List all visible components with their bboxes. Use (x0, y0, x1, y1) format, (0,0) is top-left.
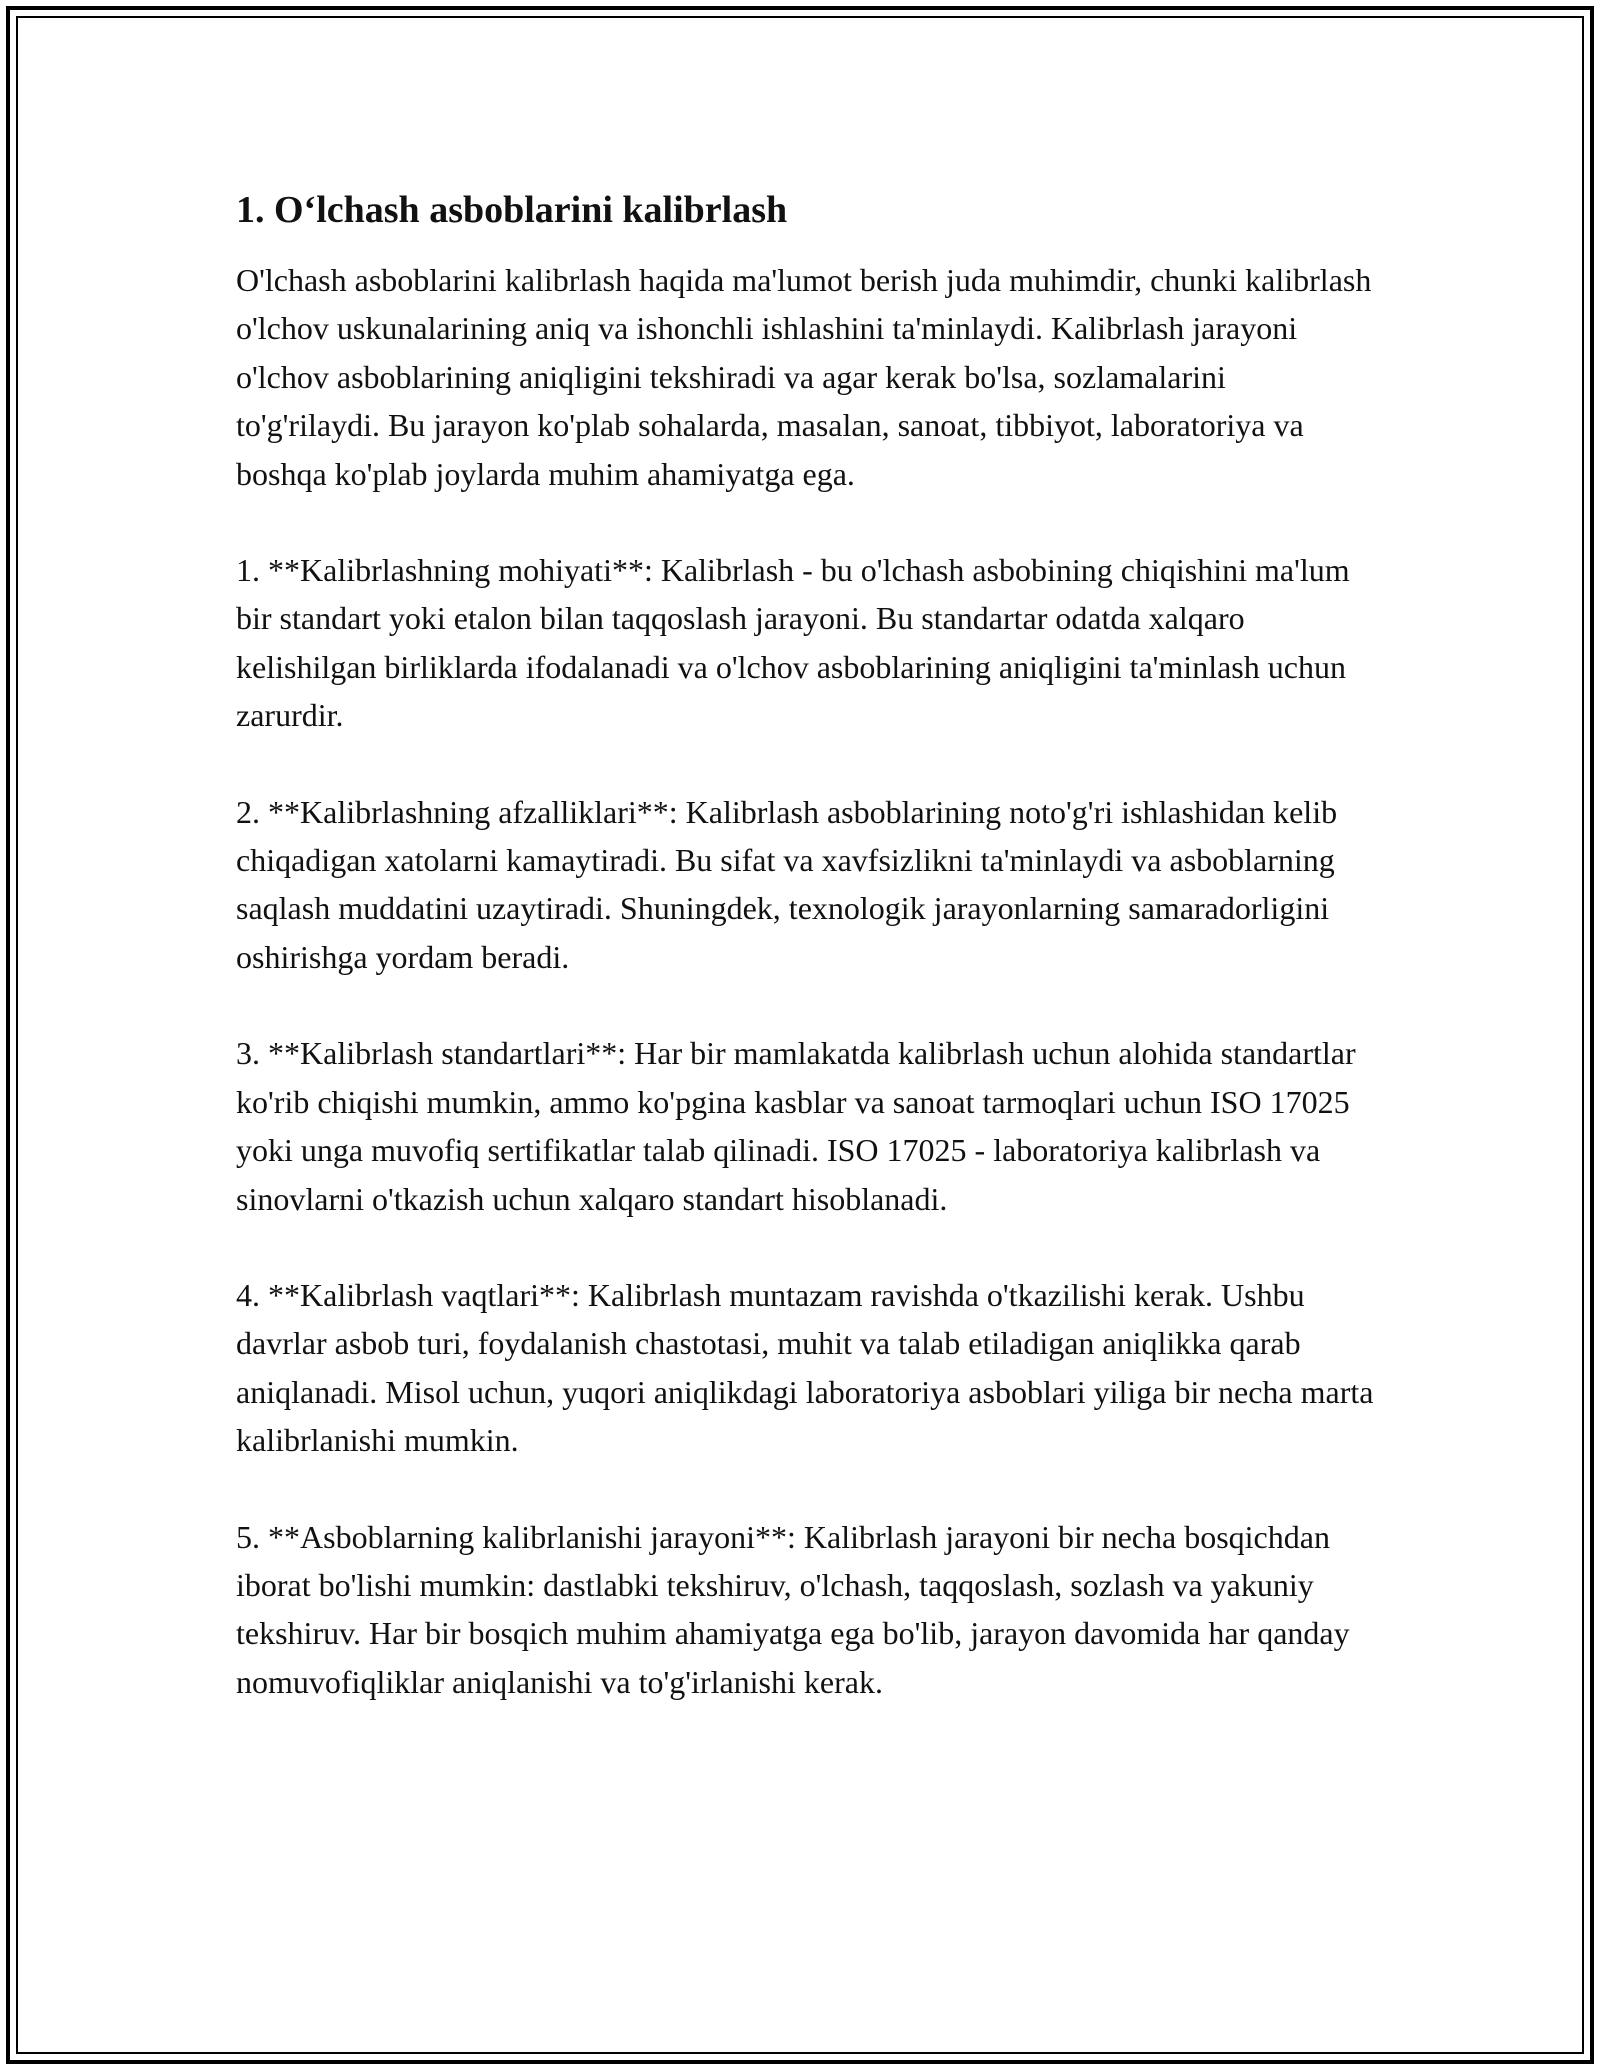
document-body (236, 186, 1376, 1754)
section-4-paragraph: 4. **Kalibrlash vaqtlari**: Kalibrlash muntazam ravishda o'tkazilishi kerak. Ushbu davrlar asbob turi, foydalanish chastotasi, muhit va talab etiladigan aniqlikka qarab aniqlanadi. Misol uchun, yuqori aniqlikdagi laboratoriya asboblari yiliga bir necha marta kalibrlanishi mumkin. (236, 1276, 1374, 1459)
intro-paragraph: O'lchash asboblarini kalibrlash haqida ma'lumot berish juda muhimdir, chunki kalibrlash o'lchov uskunalarining aniq va ishonchli ishlashini ta'minlaydi. Kalibrlash jarayoni o'lchov asboblarining aniqligini tekshiradi va agar kerak bo'lsa, sozlamalarini to'g'rilaydi. Bu jarayon ko'plab sohalarda, masalan, sanoat, tibbiyot, laboratoriya va boshqa ko'plab joylarda muhim ahamiyatga ega. (236, 262, 1372, 492)
section-2-paragraph: 2. **Kalibrlashning afzalliklari**: Kalibrlash asboblarining noto'g'ri ishlashidan kelib chiqadigan xatolarni kamaytiradi. Bu sifat va xavfsizlikni ta'minlaydi va asboblarning saqlash muddatini uzaytiradi. Shuningdek, texnologik jarayonlarning samaradorligini oshirishga yordam beradi. (236, 793, 1338, 975)
document-title: 1. O‘lchash asboblarini kalibrlash (236, 189, 788, 231)
section-3-paragraph: 3. **Kalibrlash standartlari**: Har bir mamlakatda kalibrlash uchun alohida standartlar ko'rib chiqishi mumkin, ammo ko'pgina kasblar va sanoat tarmoqlari uchun ISO 17025 yoki unga muvofiq sertifikatlar talab qilinadi. ISO 17025 - laboratoriya kalibrlash va sinovlarni o'tkazish uchun xalqaro standart hisoblanadi. (236, 1035, 1356, 1217)
section-5-paragraph: 5. **Asboblarning kalibrlanishi jarayoni**: Kalibrlash jarayoni bir necha bosqichdan iborat bo'lishi mumkin: dastlabki tekshiruv, o'lchash, taqqoslash, sozlash va yakuniy tekshiruv. Har bir bosqich muhim ahamiyatga ega bo'lib, jarayon davomida har qanday nomuvofiqliklar aniqlanishi va to'g'irlanishi kerak. (236, 1518, 1350, 1700)
section-1-paragraph: 1. **Kalibrlashning mohiyati**: Kalibrlash - bu o'lchash asbobining chiqishini ma'lum bir standart yoki etalon bilan taqqoslash jarayoni. Bu standartar odatda xalqaro kelishilgan birliklarda ifodalanadi va o'lchov asboblarining aniqligini ta'minlash uchun zarurdir. (236, 552, 1350, 734)
